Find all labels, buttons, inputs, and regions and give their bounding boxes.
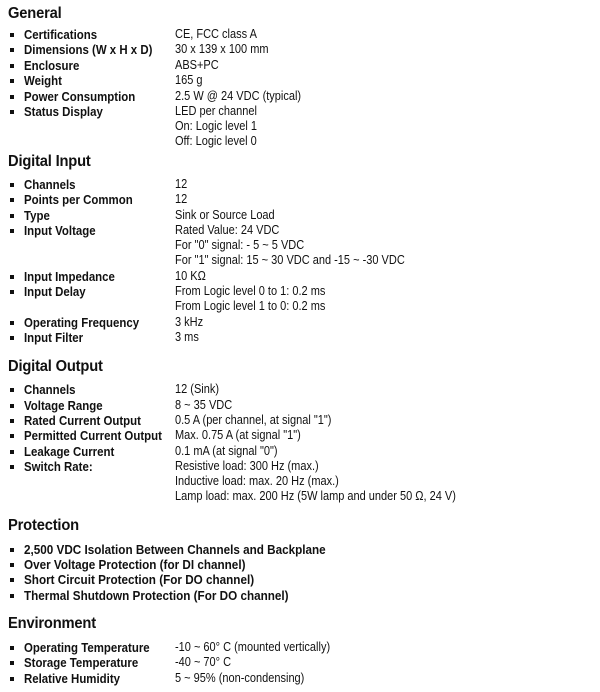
section-title-digital-input: Digital Input: [8, 153, 91, 170]
spec-value-type: Sink or Source Load: [175, 208, 275, 222]
spec-label-dimensions: Dimensions (W x H x D): [24, 42, 153, 57]
section-title-protection: Protection: [8, 517, 79, 534]
bullet-icon: [10, 563, 14, 567]
spec-value-voltage-range: 8 ~ 35 VDC: [175, 398, 233, 412]
spec-label-weight: Weight: [24, 73, 62, 88]
spec-label-certifications: Certifications: [24, 27, 98, 42]
bullet-icon: [10, 198, 14, 202]
spec-label-enclosure: Enclosure: [24, 58, 80, 73]
spec-label-operating-frequency: Operating Frequency: [24, 315, 140, 330]
spec-label-input-impedance: Input Impedance: [24, 269, 115, 284]
section-title-environment: Environment: [8, 615, 96, 632]
spec-label-input-voltage: Input Voltage: [24, 223, 96, 238]
spec-value-certifications: CE, FCC class A: [175, 27, 257, 41]
spec-label-di-channels: Channels: [24, 177, 76, 192]
spec-value-storage-temperature: -40 ~ 70° C: [175, 655, 232, 669]
bullet-icon: [10, 214, 14, 218]
protection-item-over-voltage: Over Voltage Protection (for DI channel): [24, 557, 246, 572]
spec-label-power: Power Consumption: [24, 89, 136, 104]
spec-label-voltage-range: Voltage Range: [24, 398, 103, 413]
bullet-icon: [10, 465, 14, 469]
spec-value-power: 2.5 W @ 24 VDC (typical): [175, 89, 302, 103]
spec-value-status-display-1: LED per channel: [175, 104, 257, 118]
bullet-icon: [10, 646, 14, 650]
spec-value-enclosure: ABS+PC: [175, 58, 219, 72]
spec-value-input-voltage-1: Rated Value: 24 VDC: [175, 223, 280, 237]
spec-label-points-per-common: Points per Common: [24, 192, 133, 207]
spec-value-status-display-2: On: Logic level 1: [175, 119, 257, 133]
protection-item-isolation: 2,500 VDC Isolation Between Channels and Backplane: [24, 542, 326, 557]
spec-value-input-voltage-3: For "1" signal: 15 ~ 30 VDC and -15 ~ -30 VDC: [175, 253, 405, 267]
bullet-icon: [10, 594, 14, 598]
spec-value-points-per-common: 12: [175, 192, 188, 206]
spec-label-relative-humidity: Relative Humidity: [24, 671, 121, 686]
spec-label-operating-temperature: Operating Temperature: [24, 640, 150, 655]
spec-value-input-delay-2: From Logic level 1 to 0: 0.2 ms: [175, 299, 326, 313]
bullet-icon: [10, 321, 14, 325]
bullet-icon: [10, 388, 14, 392]
bullet-icon: [10, 33, 14, 37]
spec-value-switch-rate-1: Resistive load: 300 Hz (max.): [175, 459, 319, 473]
spec-value-input-voltage-2: For "0" signal: - 5 ~ 5 VDC: [175, 238, 305, 252]
spec-label-rated-current: Rated Current Output: [24, 413, 141, 428]
bullet-icon: [10, 578, 14, 582]
bullet-icon: [10, 275, 14, 279]
spec-label-type: Type: [24, 208, 50, 223]
spec-value-input-impedance: 10 KΩ: [175, 269, 206, 283]
spec-label-storage-temperature: Storage Temperature: [24, 655, 139, 670]
bullet-icon: [10, 450, 14, 454]
spec-value-status-display-3: Off: Logic level 0: [175, 134, 257, 148]
bullet-icon: [10, 95, 14, 99]
spec-label-leakage-current: Leakage Current: [24, 444, 115, 459]
spec-value-rated-current: 0.5 A (per channel, at signal "1"): [175, 413, 332, 427]
spec-value-switch-rate-3: Lamp load: max. 200 Hz (5W lamp and under 50 Ω, 24 V): [175, 489, 456, 503]
bullet-icon: [10, 677, 14, 681]
bullet-icon: [10, 661, 14, 665]
spec-value-leakage-current: 0.1 mA (at signal "0"): [175, 444, 278, 458]
section-title-general: General: [8, 5, 62, 22]
bullet-icon: [10, 290, 14, 294]
spec-value-input-delay-1: From Logic level 0 to 1: 0.2 ms: [175, 284, 326, 298]
protection-item-thermal-shutdown: Thermal Shutdown Protection (For DO channel): [24, 588, 289, 603]
spec-label-switch-rate: Switch Rate:: [24, 459, 93, 474]
bullet-icon: [10, 48, 14, 52]
spec-label-status-display: Status Display: [24, 104, 103, 119]
spec-label-input-filter: Input Filter: [24, 330, 84, 345]
spec-value-dimensions: 30 x 139 x 100 mm: [175, 42, 269, 56]
bullet-icon: [10, 404, 14, 408]
spec-value-input-filter: 3 ms: [175, 330, 199, 344]
spec-label-permitted-current: Permitted Current Output: [24, 428, 162, 443]
bullet-icon: [10, 110, 14, 114]
bullet-icon: [10, 229, 14, 233]
bullet-icon: [10, 419, 14, 423]
spec-value-permitted-current: Max. 0.75 A (at signal "1"): [175, 428, 301, 442]
spec-label-input-delay: Input Delay: [24, 284, 86, 299]
bullet-icon: [10, 183, 14, 187]
section-title-digital-output: Digital Output: [8, 358, 103, 375]
spec-label-do-channels: Channels: [24, 382, 76, 397]
bullet-icon: [10, 79, 14, 83]
protection-item-short-circuit: Short Circuit Protection (For DO channel): [24, 572, 255, 587]
spec-value-di-channels: 12: [175, 177, 188, 191]
bullet-icon: [10, 434, 14, 438]
spec-value-switch-rate-2: Inductive load: max. 20 Hz (max.): [175, 474, 339, 488]
bullet-icon: [10, 64, 14, 68]
spec-value-do-channels: 12 (Sink): [175, 382, 220, 396]
spec-value-operating-temperature: -10 ~ 60° C (mounted vertically): [175, 640, 331, 654]
bullet-icon: [10, 336, 14, 340]
spec-value-weight: 165 g: [175, 73, 203, 87]
bullet-icon: [10, 548, 14, 552]
spec-value-relative-humidity: 5 ~ 95% (non-condensing): [175, 671, 305, 685]
spec-value-operating-frequency: 3 kHz: [175, 315, 204, 329]
